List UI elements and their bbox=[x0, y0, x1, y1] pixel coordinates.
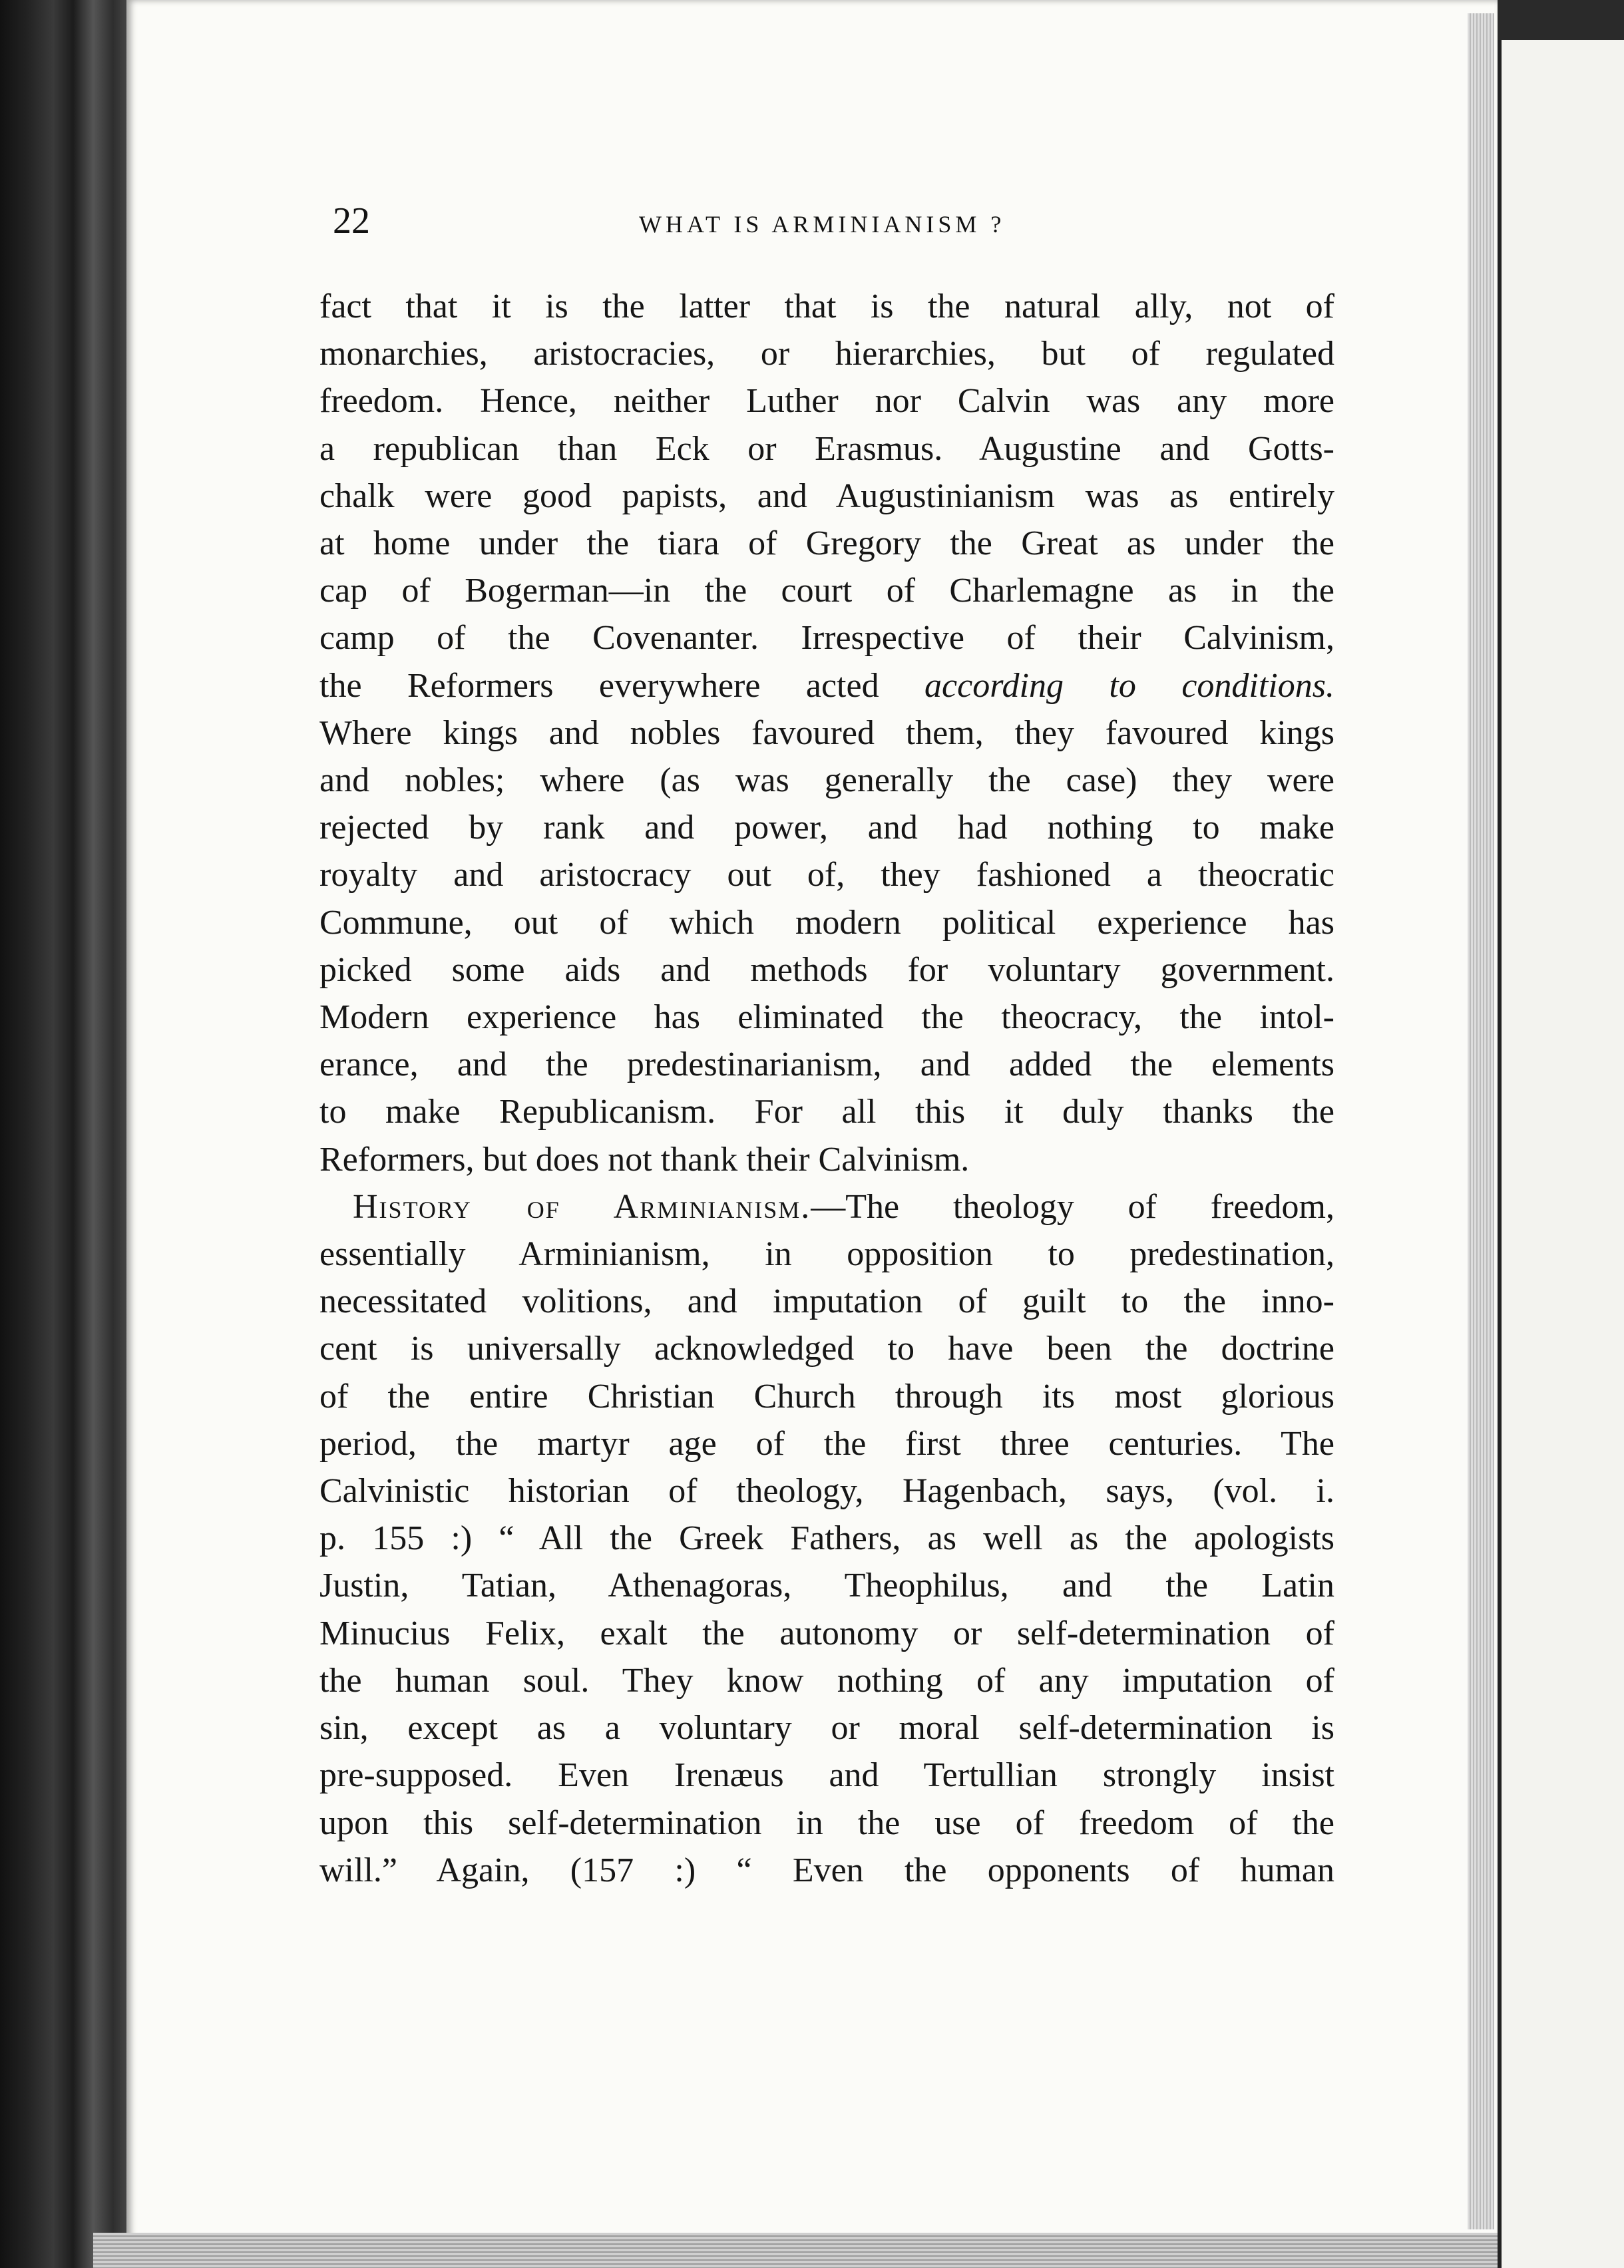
running-title: WHAT IS ARMINIANISM ? bbox=[639, 211, 1006, 238]
text-line: Commune, out of which modern political experience has bbox=[319, 903, 1334, 942]
text-line: to make Republicanism. For all this it duly thanks the bbox=[319, 1093, 1334, 1131]
page-number: 22 bbox=[333, 200, 370, 242]
running-head bbox=[333, 200, 1025, 260]
text-line: rejected by rank and power, and had nothing to make bbox=[319, 809, 1334, 847]
page-bottom-edge bbox=[93, 2233, 1498, 2268]
text-line: upon this self-determination in the use of freedom of the bbox=[319, 1803, 1334, 1842]
text-line bbox=[319, 662, 1334, 709]
text-line: picked some aids and methods for voluntary government. bbox=[319, 950, 1334, 989]
text-line: camp of the Covenanter. Irrespective of their Calvinism, bbox=[319, 619, 1334, 658]
body-text bbox=[319, 283, 1334, 1894]
text-line: cent is universally acknowledged to have been the doctrine bbox=[319, 1330, 1334, 1368]
text-line: Reformers, but does not thank their Calvinism. bbox=[319, 1140, 970, 1179]
book-spine bbox=[0, 0, 126, 2268]
text-span: —The theology of freedom, bbox=[811, 1187, 1334, 1226]
text-line: a republican than Eck or Erasmus. Augustine and Gotts- bbox=[319, 429, 1334, 468]
text-line: cap of Bogerman—in the court of Charlemagne as in the bbox=[319, 572, 1334, 610]
text-line: sin, except as a voluntary or moral self-determination is bbox=[319, 1709, 1334, 1748]
facing-page-edge bbox=[1498, 40, 1624, 2268]
text-line: necessitated volitions, and imputation of guilt to the inno- bbox=[319, 1282, 1334, 1321]
text-line: at home under the tiara of Gregory the Great as under the bbox=[319, 524, 1334, 563]
text-line: essentially Arminianism, in opposition to predestination, bbox=[319, 1235, 1334, 1274]
text-line: will.” Again, (157 :) “ Even the opponents of human bbox=[319, 1851, 1334, 1889]
text-line: Modern experience has eliminated the theocracy, the intol- bbox=[319, 998, 1334, 1037]
text-line: the human soul. They know nothing of any imputation of bbox=[319, 1661, 1334, 1700]
text-line: erance, and the predestinarianism, and added the elements bbox=[319, 1045, 1334, 1084]
text-line: Where kings and nobles favoured them, they favoured kings bbox=[319, 713, 1334, 752]
text-line: and nobles; where (as was generally the case) they were bbox=[319, 761, 1334, 800]
paragraph-1 bbox=[319, 283, 1334, 1183]
text-line: Minucius Felix, exalt the autonomy or self-determination of bbox=[319, 1614, 1334, 1652]
text-line: freedom. Hence, neither Luther nor Calvin was any more bbox=[319, 382, 1334, 421]
text-line: pre-supposed. Even Irenæus and Tertullian strongly insist bbox=[319, 1756, 1334, 1795]
text-line: fact that it is the latter that is the natural ally, not of bbox=[319, 287, 1334, 325]
text-line: monarchies, aristocracies, or hierarchies, but of regulated bbox=[319, 335, 1334, 373]
text-line: of the entire Christian Church through its most glorious bbox=[319, 1377, 1334, 1416]
text-span: the Reformers everywhere acted bbox=[319, 666, 925, 705]
paragraph-2 bbox=[319, 1183, 1334, 1894]
text-line: p. 155 :) “ All the Greek Fathers, as well as the apologists bbox=[319, 1519, 1334, 1558]
section-heading: History of Arminianism. bbox=[353, 1187, 811, 1226]
text-line: Calvinistic historian of theology, Hagenbach, says, (vol. i. bbox=[319, 1472, 1334, 1511]
text-line: chalk were good papists, and Augustinianism was as entirely bbox=[319, 476, 1334, 515]
text-line bbox=[319, 1183, 1334, 1230]
text-line: royalty and aristocracy out of, they fashioned a theocratic bbox=[319, 856, 1334, 894]
italic-phrase: according to conditions. bbox=[924, 666, 1334, 705]
text-line: period, the martyr age of the first three centuries. The bbox=[319, 1424, 1334, 1463]
page-fore-edge bbox=[1468, 13, 1494, 2229]
text-line: Justin, Tatian, Athenagoras, Theophilus, and the Latin bbox=[319, 1567, 1334, 1605]
